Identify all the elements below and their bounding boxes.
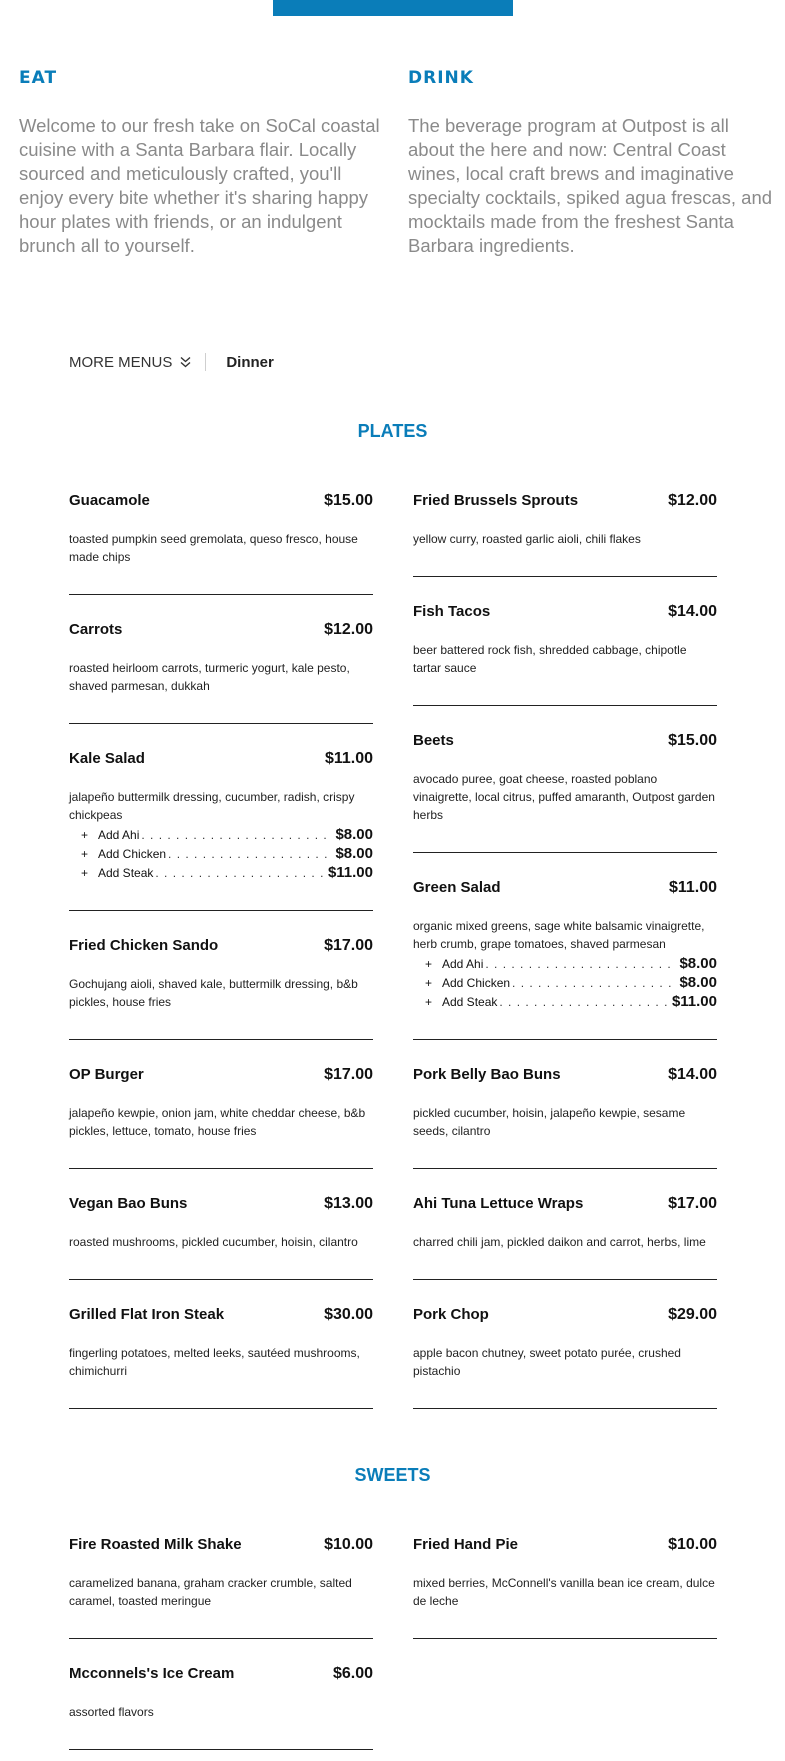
menu-item-price: $11.00 — [324, 750, 373, 767]
addon-price: $11.00 — [327, 864, 373, 881]
eat-description: Welcome to our fresh take on SoCal coastal cuisine with a Santa Barbara flair. Locally sourced and meticulously crafted, you'll enjoy every bite whether it's sharing happy hour plates with friends, or an indulgent brunch all to yourself. — [19, 115, 380, 256]
menu-item-name: Vegan Bao Buns — [69, 1195, 188, 1212]
addon-list — [69, 826, 373, 883]
menu-item-name: Pork Chop — [413, 1306, 489, 1323]
menu-item-price: $14.00 — [668, 603, 717, 620]
menu-item-header — [413, 492, 717, 510]
menu-item-name: Beets — [413, 732, 454, 749]
menu-item-description: roasted heirloom carrots, turmeric yogurt, kale pesto, shaved parmesan, dukkah — [69, 661, 350, 693]
eat-title: EAT — [19, 68, 58, 88]
menu-item-header — [69, 1066, 373, 1084]
menu-item-description: roasted mushrooms, pickled cucumber, hoisin, cilantro — [69, 1235, 358, 1249]
menu-item-header — [69, 621, 373, 639]
menu-item-price: $14.00 — [668, 1066, 717, 1083]
menu-item-name: Fried Brussels Sprouts — [413, 492, 579, 509]
menu-item-price: $30.00 — [324, 1306, 373, 1323]
menu-item-description: Gochujang aioli, shaved kale, buttermilk dressing, b&b pickles, house fries — [69, 977, 358, 1009]
menu-item — [69, 937, 373, 1040]
menu-item-description: yellow curry, roasted garlic aioli, chili flakes — [413, 532, 641, 546]
more-menus-label: MORE MENUS — [69, 353, 173, 371]
menu-item-price: $11.00 — [668, 879, 717, 896]
plus-icon: + — [81, 866, 89, 880]
plus-icon: + — [81, 828, 89, 842]
sweets-title: SWEETS — [354, 1465, 431, 1485]
menu-item-price: $17.00 — [324, 1066, 373, 1083]
addon-price: $8.00 — [679, 974, 717, 991]
menu-item — [69, 1665, 373, 1750]
menu-item-header — [413, 1066, 717, 1084]
menu-item-description: pickled cucumber, hoisin, jalapeño kewpie, sesame seeds, cilantro — [413, 1106, 686, 1138]
menu-nav — [69, 352, 274, 372]
plates-left-column — [69, 492, 373, 1409]
menu-item-price: $10.00 — [668, 1536, 717, 1553]
drink-title: DRINK — [408, 68, 474, 88]
menu-item-name: OP Burger — [69, 1066, 144, 1083]
menu-item — [413, 732, 717, 853]
addon-price: $8.00 — [679, 955, 717, 972]
menu-item-header — [413, 1306, 717, 1324]
plates-title: PLATES — [357, 421, 428, 441]
menu-item — [69, 621, 373, 724]
menu-item-header — [69, 1306, 373, 1324]
menu-item-price: $6.00 — [332, 1665, 373, 1682]
addon-price: $11.00 — [671, 993, 717, 1010]
menu-item-description: organic mixed greens, sage white balsamic vinaigrette, herb crumb, grape tomatoes, shaved parmesan — [413, 919, 705, 951]
menu-item — [69, 1536, 373, 1639]
menu-item-header — [69, 492, 373, 510]
addon-row — [69, 826, 373, 845]
menu-item-header — [413, 1195, 717, 1213]
menu-item-header — [413, 1536, 717, 1554]
menu-item-description: charred chili jam, pickled daikon and carrot, herbs, lime — [413, 1235, 706, 1249]
menu-item-header — [413, 603, 717, 621]
menu-item-price: $29.00 — [668, 1306, 717, 1323]
addon-row — [413, 974, 717, 993]
plus-icon: + — [425, 976, 433, 990]
active-menu-dinner[interactable]: Dinner — [226, 353, 274, 371]
menu-item-description: jalapeño buttermilk dressing, cucumber, radish, crispy chickpeas — [69, 790, 355, 822]
menu-item-header — [69, 1536, 373, 1554]
drink-intro — [408, 68, 773, 258]
addon-price: $8.00 — [335, 826, 373, 843]
menu-item-description: mixed berries, McConnell's vanilla bean ice cream, dulce de leche — [413, 1576, 715, 1608]
menu-item-name: Fish Tacos — [413, 603, 491, 620]
menu-item-description: apple bacon chutney, sweet potato purée, crushed pistachio — [413, 1346, 681, 1378]
menu-item — [413, 1066, 717, 1169]
addon-label: Add Steak — [98, 866, 154, 880]
addon-label: Add Steak — [442, 995, 498, 1009]
dot-leader — [168, 847, 333, 861]
menu-item-header — [69, 1195, 373, 1213]
sweets-right-column — [413, 1536, 717, 1639]
menu-item-name: Pork Belly Bao Buns — [413, 1066, 561, 1083]
plus-icon: + — [425, 995, 433, 1009]
addon-price: $8.00 — [335, 845, 373, 862]
dot-leader — [141, 828, 333, 842]
menu-item-name: Fire Roasted Milk Shake — [69, 1536, 242, 1553]
menu-item-header — [69, 1665, 373, 1683]
addon-label: Add Ahi — [98, 828, 140, 842]
eat-intro — [19, 68, 384, 258]
menu-item — [69, 1306, 373, 1409]
addon-row — [413, 993, 717, 1012]
menu-item-price: $17.00 — [668, 1195, 717, 1212]
nav-divider — [205, 353, 206, 371]
menu-item-price: $13.00 — [324, 1195, 373, 1212]
addon-row — [413, 955, 717, 974]
menu-item-name: Fried Chicken Sando — [69, 937, 219, 954]
menu-item — [413, 1195, 717, 1280]
header-bar — [273, 0, 513, 16]
menu-item — [69, 1195, 373, 1280]
menu-item-description: beer battered rock fish, shredded cabbage, chipotle tartar sauce — [413, 643, 687, 675]
menu-item-header — [413, 732, 717, 750]
menu-item-name: Grilled Flat Iron Steak — [69, 1306, 225, 1323]
menu-item-price: $10.00 — [324, 1536, 373, 1553]
menu-item — [69, 750, 373, 911]
menu-item — [413, 492, 717, 577]
menu-item-name: Ahi Tuna Lettuce Wraps — [413, 1195, 584, 1212]
menu-item-price: $12.00 — [324, 621, 373, 638]
dot-leader — [485, 957, 677, 971]
dot-leader — [499, 995, 670, 1009]
dot-leader — [155, 866, 326, 880]
menu-item-description: fingerling potatoes, melted leeks, sautéed mushrooms, chimichurri — [69, 1346, 360, 1378]
addon-row — [69, 864, 373, 883]
menu-item-price: $17.00 — [324, 937, 373, 954]
menu-item-price: $15.00 — [324, 492, 373, 509]
addon-label: Add Ahi — [442, 957, 484, 971]
menu-item-description: caramelized banana, graham cracker crumble, salted caramel, toasted meringue — [69, 1576, 352, 1608]
menu-item-description: jalapeño kewpie, onion jam, white cheddar cheese, b&b pickles, lettuce, tomato, house fries — [69, 1106, 366, 1138]
menu-item-description: toasted pumpkin seed gremolata, queso fresco, house made chips — [69, 532, 358, 564]
plus-icon: + — [81, 847, 89, 861]
menu-item-name: Fried Hand Pie — [413, 1536, 519, 1553]
menu-item-description: assorted flavors — [69, 1705, 154, 1719]
menu-item-name: Kale Salad — [69, 750, 145, 767]
menu-item — [413, 603, 717, 706]
menu-item-name: Carrots — [69, 621, 123, 638]
dot-leader — [512, 976, 677, 990]
menu-item — [413, 1536, 717, 1639]
menu-item-name: Green Salad — [413, 879, 501, 896]
double-chevron-down-icon — [180, 356, 191, 368]
menu-item-description: avocado puree, goat cheese, roasted poblano vinaigrette, local citrus, puffed amaranth, Outpost garden herbs — [413, 772, 715, 822]
plates-right-column — [413, 492, 717, 1409]
menu-item-header — [69, 750, 373, 768]
drink-description: The beverage program at Outpost is all about the here and now: Central Coast wines, local craft brews and imaginative specialty cocktails, spiked agua frescas, and mocktails made from the freshest Santa Barbara ingredients. — [408, 115, 773, 256]
sweets-left-column — [69, 1536, 373, 1750]
addon-row — [69, 845, 373, 864]
menu-item-name: Mcconnels's Ice Cream — [69, 1665, 235, 1682]
menu-item-price: $15.00 — [668, 732, 717, 749]
menu-item — [413, 1306, 717, 1409]
menu-item-name: Guacamole — [69, 492, 150, 509]
menu-item-price: $12.00 — [668, 492, 717, 509]
menu-item — [69, 1066, 373, 1169]
menu-item — [69, 492, 373, 595]
addon-list — [413, 955, 717, 1012]
addon-label: Add Chicken — [98, 847, 167, 861]
plus-icon: + — [425, 957, 433, 971]
menu-item-header — [413, 879, 717, 897]
menu-item — [413, 879, 717, 1040]
more-menus-button[interactable] — [69, 354, 191, 371]
addon-label: Add Chicken — [442, 976, 511, 990]
menu-item-header — [69, 937, 373, 955]
